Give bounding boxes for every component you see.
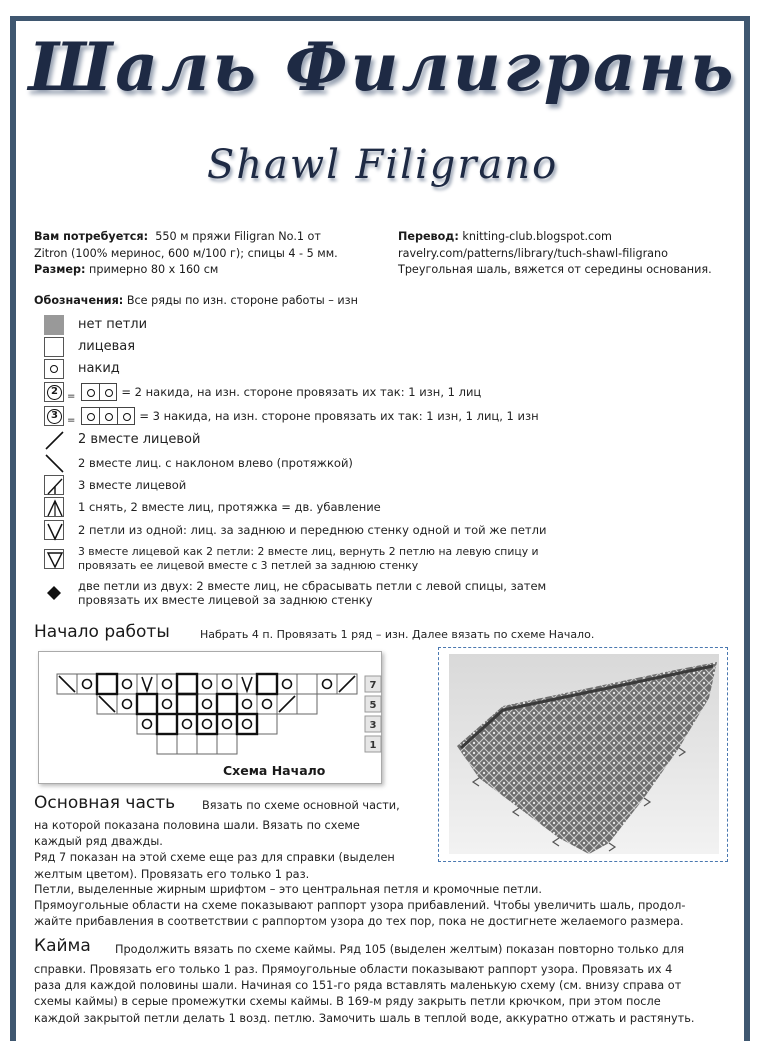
legend-item: 2 = = 2 накида, на изн. стороне провязать их так: 1 изн, 1 лиц [44, 380, 584, 404]
chart-cell [257, 674, 277, 694]
double-yarn-over-cells [81, 383, 117, 401]
main-part-body [34, 818, 434, 883]
chart-yo-mark [123, 700, 132, 709]
chart-cell [177, 674, 197, 694]
chart-yo-mark [163, 700, 172, 709]
legend-item [44, 314, 584, 336]
chart-cell [177, 714, 197, 734]
chart-cell-bold [217, 694, 237, 714]
triangle-down-icon [44, 549, 64, 569]
chart-increase-mark [242, 677, 252, 691]
chart-yo-mark [243, 720, 252, 729]
legend-item [44, 336, 584, 358]
start-chart [38, 651, 382, 784]
chart-yo-mark [323, 680, 332, 689]
double-yarn-over-icon [44, 382, 64, 402]
triple-yarn-over-cells [81, 407, 135, 425]
chart-yo-mark [203, 720, 212, 729]
legend-item [44, 358, 584, 380]
main-part-body-wide [34, 882, 734, 931]
border-line: Продолжить вязать по схеме каймы. Ряд 105 (выделен желтым) показан повторно только для [115, 943, 684, 956]
main-part-title: Основная часть [34, 793, 176, 813]
row-number: 1 [369, 740, 377, 751]
chart-cell [257, 694, 277, 714]
chart-cell [237, 694, 257, 714]
chart-yo-mark [163, 680, 172, 689]
legend-text: лицевая [78, 339, 136, 354]
legend-text: 2 петли из одной: лиц. за заднюю и переднюю стенку одной и той же петли [78, 523, 547, 537]
k2tog-icon [44, 430, 64, 450]
chart-cell [217, 694, 237, 714]
chart-k2tog-mark [339, 676, 355, 692]
main-part-line: Ряд 7 показан на этой схеме еще раз для справки (выделен [34, 851, 395, 865]
chart-cell-bold [237, 714, 257, 734]
diamond-icon [44, 583, 64, 603]
chart-cell [197, 694, 217, 714]
chart-cell [117, 694, 137, 714]
chart-increase-mark [142, 677, 152, 691]
chart-yo-mark [243, 700, 252, 709]
chart-cell-bold [257, 674, 277, 694]
chart-ssk-mark [59, 676, 75, 692]
chart-ssk-mark [99, 696, 115, 712]
row-number: 5 [369, 700, 377, 711]
chart-cell [217, 714, 237, 734]
chart-cell [177, 734, 197, 754]
yarn-over-icon [44, 359, 64, 379]
chart-cell [137, 714, 157, 734]
legend [44, 314, 584, 610]
main-part-line: каждый ряд дважды. [34, 835, 163, 849]
size-text: примерно 80 x 160 см [89, 263, 219, 276]
chart-yo-mark [203, 680, 212, 689]
main-part-line: на которой показана половина шали. Вязать по схеме [34, 819, 360, 832]
ssk-icon [44, 453, 64, 473]
start-chart-grid [39, 652, 383, 764]
size-label: Размер: [34, 263, 86, 276]
translation-site: knitting-club.blogspot.com [462, 230, 612, 243]
requirements-label: Вам потребуется: [34, 230, 149, 243]
main-part-line: жайте прибавления в соответствии с раппортом узора до тех пор, пока не достигнете желаемого размера. [34, 915, 684, 929]
chart-yo-mark [283, 680, 292, 689]
legend-item: 3 = = 3 накида, на изн. стороне провязать их так: 1 изн, 1 лиц, 1 изн [44, 404, 584, 428]
shawl-photo-image [439, 648, 727, 861]
border-line: схемы каймы) в серые промежутки схемы каймы. В 169-м ряду закрыть петли крючком, при этом после [34, 995, 661, 1009]
legend-text: 3 вместе лицевой как 2 петли: 2 вместе лиц, вернуть 2 петлю на левую спицу и [78, 545, 539, 558]
row-number: 7 [369, 680, 377, 691]
border-line: справки. Провязать его только 1 раз. Прямоугольные области показывают раппорт узора. Провязать их 4 [34, 963, 673, 976]
chart-cell-bold [197, 714, 217, 734]
chart-cell [277, 674, 297, 694]
chart-cell [157, 734, 177, 754]
k3tog-icon [44, 475, 64, 495]
chart-yo-mark [223, 720, 232, 729]
chart-cell [197, 714, 217, 734]
translation-block [398, 229, 748, 279]
main-part-line: желтым цветом). Провязать его только 1 раз. [34, 867, 310, 881]
legend-item [44, 496, 584, 518]
legend-text: 1 снять, 2 вместе лиц, протяжка = дв. убавление [78, 500, 381, 514]
legend-text: 2 вместе лицевой [78, 432, 201, 447]
requirements-text-1: 550 м пряжи Filigran No.1 от [155, 230, 321, 243]
triple-yarn-over-icon [44, 406, 64, 426]
legend-heading-text: Все ряды по изн. стороне работы – изн [126, 294, 358, 307]
start-note: Набрать 4 п. Провязать 1 ряд – изн. Далее вязать по схеме Начало. [200, 628, 595, 641]
materials-block [34, 229, 384, 279]
chart-cell [177, 694, 197, 714]
legend-text: нет петли [78, 317, 148, 332]
main-part-line: Вязать по схеме основной части, [202, 799, 400, 812]
chart-cell [257, 714, 277, 734]
badge-number: 2 [47, 385, 62, 400]
title-russian: Шаль Филигрань [28, 28, 737, 106]
chart-cell [157, 674, 177, 694]
chart-cell-bold [97, 674, 117, 694]
chart-cell [297, 674, 317, 694]
legend-item [44, 518, 584, 542]
legend-text: = 2 накида, на изн. стороне провязать их так: 1 изн, 1 лиц [121, 385, 482, 399]
chart-cell [97, 674, 117, 694]
chart-cell [317, 674, 337, 694]
chart-cell [197, 674, 217, 694]
title-english: Shawl Filigrano [206, 142, 559, 188]
legend-item [44, 576, 584, 610]
legend-text: две петли из двух: 2 вместе лиц, не сбрасывать петли с левой спицы, затем [78, 579, 547, 593]
requirements-text-2: Zitron (100% меринос, 600 м/100 г); спицы 4 - 5 мм. [34, 246, 338, 260]
border-line: раза для каждой половины шали. Начиная со 151-го ряда вставлять маленькую схему (см. внизу справа от [34, 979, 682, 993]
legend-item [44, 474, 584, 496]
border-title: Кайма [34, 936, 91, 956]
main-part-line: Прямоугольные области на схеме показывают раппорт узора прибавлений. Чтобы увеличить шаль, продол- [34, 899, 686, 913]
row-number: 3 [369, 720, 377, 731]
chart-yo-mark [143, 720, 152, 729]
chart-k2tog-mark [279, 696, 295, 712]
badge-number: 3 [47, 409, 62, 424]
translation-url: ravelry.com/patterns/library/tuch-shawl-filigrano [398, 246, 668, 260]
legend-heading-label: Обозначения: [34, 294, 124, 307]
shawl-photo [438, 647, 728, 862]
chart-yo-mark [183, 720, 192, 729]
chart-cell [217, 734, 237, 754]
shawl-description: Треугольная шаль, вяжется от середины основания. [398, 263, 712, 276]
no-stitch-icon [44, 315, 64, 335]
chart-cell [237, 714, 257, 734]
chart-yo-mark [203, 700, 212, 709]
sk2p-icon [44, 497, 64, 517]
chart-yo-mark [123, 680, 132, 689]
legend-item [44, 542, 584, 576]
legend-heading [34, 294, 358, 307]
start-title: Начало работы [34, 622, 170, 642]
border-body [34, 962, 739, 1027]
chart-cell [137, 694, 157, 714]
translation-label: Перевод: [398, 230, 459, 243]
chart-cell-bold [177, 694, 197, 714]
chart-cell-bold [137, 694, 157, 714]
legend-item [44, 428, 584, 452]
chart-cell [157, 694, 177, 714]
chart-cell [117, 674, 137, 694]
chart-cell [77, 674, 97, 694]
legend-text: 3 вместе лицевой [78, 478, 187, 492]
legend-text: 2 вместе лиц. с наклоном влево (протяжкой) [78, 456, 353, 470]
legend-text: провязать ее лицевой вместе с 3 петлей за заднюю стенку [78, 559, 419, 572]
legend-item [44, 452, 584, 474]
chart-yo-mark [263, 700, 272, 709]
border-line: каждой закрытой петли делать 1 возд. петлю. Замочить шаль в теплой воде, аккуратно отжать и растянуть. [34, 1011, 695, 1025]
chart-cell [197, 734, 217, 754]
legend-text: провязать их вместе лицевой за заднюю стенку [78, 593, 373, 607]
increase-icon [44, 520, 64, 540]
start-chart-caption: Схема Начало [223, 763, 326, 778]
chart-cell-bold [157, 714, 177, 734]
chart-cell [297, 694, 317, 714]
chart-cell [217, 674, 237, 694]
legend-text: накид [78, 361, 120, 376]
chart-yo-mark [83, 680, 92, 689]
main-part-line: Петли, выделенные жирным шрифтом – это центральная петля и кромочные петли. [34, 883, 542, 896]
chart-cell-bold [177, 674, 197, 694]
chart-cell [157, 714, 177, 734]
legend-text: = 3 накида, на изн. стороне провязать их так: 1 изн, 1 лиц, 1 изн [139, 409, 539, 423]
chart-yo-mark [223, 680, 232, 689]
knit-stitch-icon [44, 337, 64, 357]
